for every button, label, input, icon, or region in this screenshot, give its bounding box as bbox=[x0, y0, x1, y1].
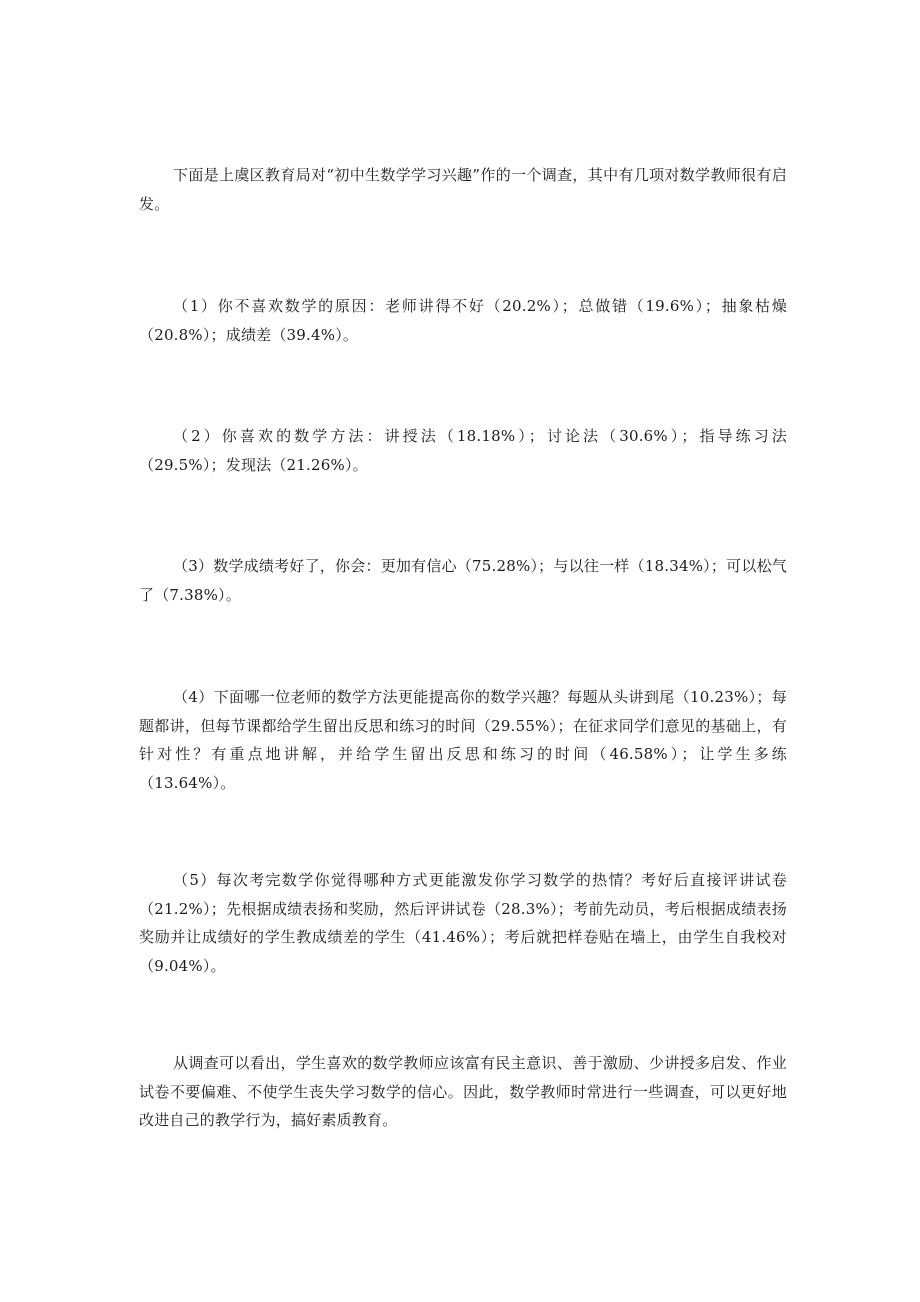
survey-question-5: （5）每次考完数学你觉得哪种方式更能激发你学习数学的热情？考好后直接评讲试卷（21.2%）；先根据成绩表扬和奖励，然后评讲试卷（28.3%）；考前先动员，考后根据成绩表扬奖励并让成绩好的学生教成绩差的学生（41.46%）；考后就把样卷贴在墙上，由学生自我校对（9.04%）。 bbox=[139, 871, 787, 975]
survey-question-4: （4）下面哪一位老师的数学方法更能提高你的数学兴趣？每题从头讲到尾（10.23%）；每题都讲，但每节课都给学生留出反思和练习的时间（29.55%）；在征求同学们意见的基础上，有针对性？有重点地讲解，并给学生留出反思和练习的时间（46.58%）；让学生多练（13.64%）。 bbox=[139, 688, 787, 792]
survey-question-3: （3）数学成绩考好了，你会：更加有信心（75.28%）；与以往一样（18.34%）；可以松气了（7.38%）。 bbox=[139, 557, 787, 604]
survey-question-2: （2）你喜欢的数学方法：讲授法（18.18%）；讨论法（30.6%）；指导练习法（29.5%）；发现法（21.26%）。 bbox=[139, 427, 787, 474]
survey-question-1: （1）你不喜欢数学的原因：老师讲得不好（20.2%）；总做错（19.6%）；抽象枯燥（20.8%）；成绩差（39.4%）。 bbox=[139, 297, 787, 344]
conclusion-paragraph: 从调查可以看出，学生喜欢的数学教师应该富有民主意识、善于激励、少讲授多启发、作业试卷不要偏难、不使学生丧失学习数学的信心。因此，数学教师时常进行一些调查，可以更好地改进自己的教学行为，搞好素质教育。 bbox=[139, 1054, 787, 1129]
intro-paragraph: 下面是上虞区教育局对“初中生数学学习兴趣”作的一个调查，其中有几项对数学教师很有启发。 bbox=[139, 166, 787, 213]
